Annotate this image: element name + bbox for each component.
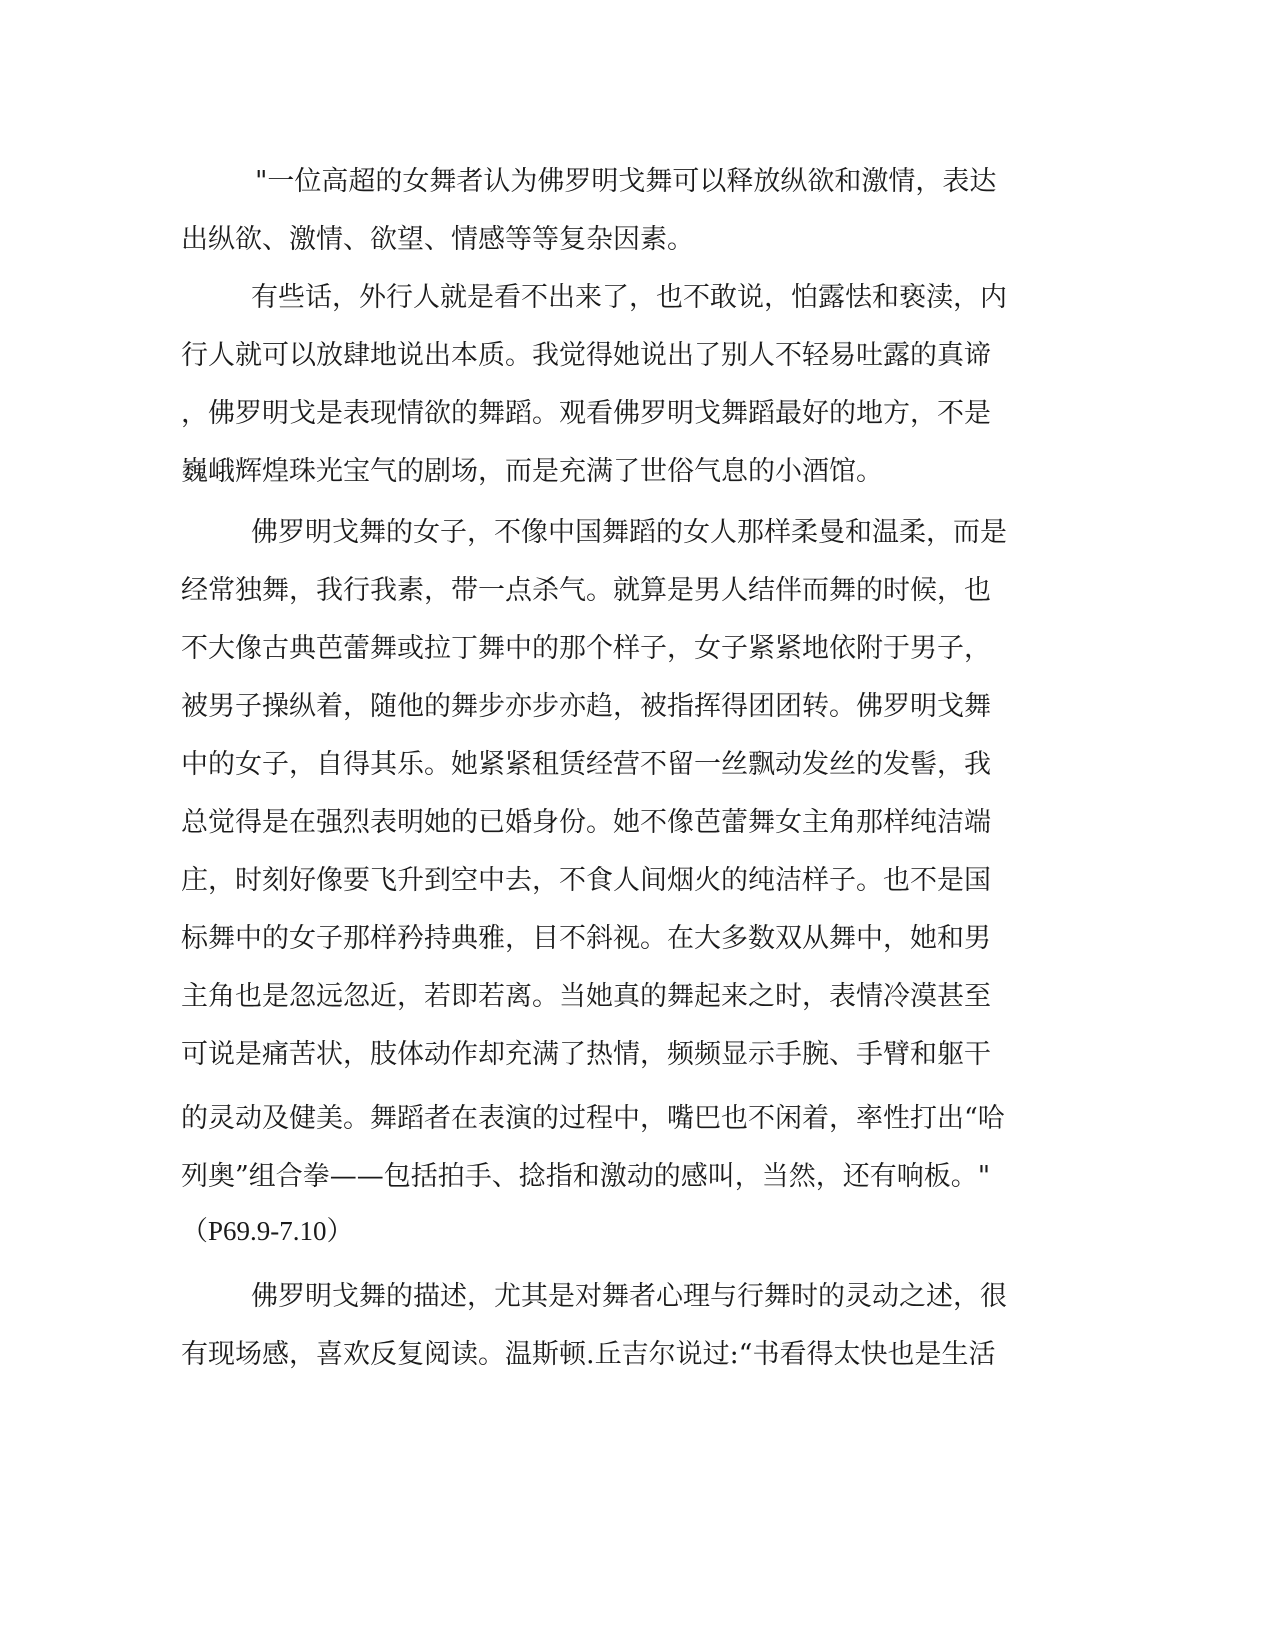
text-line: 标舞中的女子那样矜持典雅，目不斜视。在大多数双从舞中，她和男 xyxy=(181,923,991,954)
text-line: ，佛罗明戈是表现情欲的舞蹈。观看佛罗明戈舞蹈最好的地方，不是 xyxy=(181,398,991,429)
text-line: 可说是痛苦状，肢体动作却充满了热情，频频显示手腕、手臂和躯干 xyxy=(181,1039,991,1070)
text-line: 中的女子，自得其乐。她紧紧租赁经营不留一丝飘动发丝的发髻，我 xyxy=(181,749,991,780)
text-line: "一位高超的女舞者认为佛罗明戈舞可以释放纵欲和激情，表达 xyxy=(255,166,997,197)
text-line: 佛罗明戈舞的女子，不像中国舞蹈的女人那样柔曼和温柔，而是 xyxy=(251,517,1007,548)
text-line: 的灵动及健美。舞蹈者在表演的过程中，嘴巴也不闲着，率性打出“哈 xyxy=(181,1103,1005,1134)
text-line: 佛罗明戈舞的描述，尤其是对舞者心理与行舞时的灵动之述，很 xyxy=(251,1281,1007,1312)
text-line: 有些话，外行人就是看不出来了，也不敢说，怕露怯和亵渎，内 xyxy=(251,282,1007,313)
text-line: 列奥”组合拳——包括拍手、捻指和激动的感叫，当然，还有响板。" xyxy=(181,1161,991,1192)
text-line: 出纵欲、激情、欲望、情感等等复杂因素。 xyxy=(181,224,694,255)
text-line: 总觉得是在强烈表明她的已婚身份。她不像芭蕾舞女主角那样纯洁端 xyxy=(181,807,991,838)
page-reference: （P69.9-7.10） xyxy=(181,1216,354,1246)
text-line: 行人就可以放肆地说出本质。我觉得她说出了别人不轻易吐露的真谛 xyxy=(181,340,991,371)
text-line: 庄，时刻好像要飞升到空中去，不食人间烟火的纯洁样子。也不是国 xyxy=(181,865,991,896)
text-line: 有现场感，喜欢反复阅读。温斯顿.丘吉尔说过:“书看得太快也是生活 xyxy=(181,1339,996,1370)
text-line: 主角也是忽远忽近，若即若离。当她真的舞起来之时，表情冷漠甚至 xyxy=(181,981,991,1012)
text-line: 经常独舞，我行我素，带一点杀气。就算是男人结伴而舞的时候，也 xyxy=(181,575,991,606)
text-line: 被男子操纵着，随他的舞步亦步亦趋，被指挥得团团转。佛罗明戈舞 xyxy=(181,691,991,722)
text-line: 不大像古典芭蕾舞或拉丁舞中的那个样子，女子紧紧地依附于男子， xyxy=(181,633,991,664)
text-line: 巍峨辉煌珠光宝气的剧场，而是充满了世俗气息的小酒馆。 xyxy=(181,456,883,487)
